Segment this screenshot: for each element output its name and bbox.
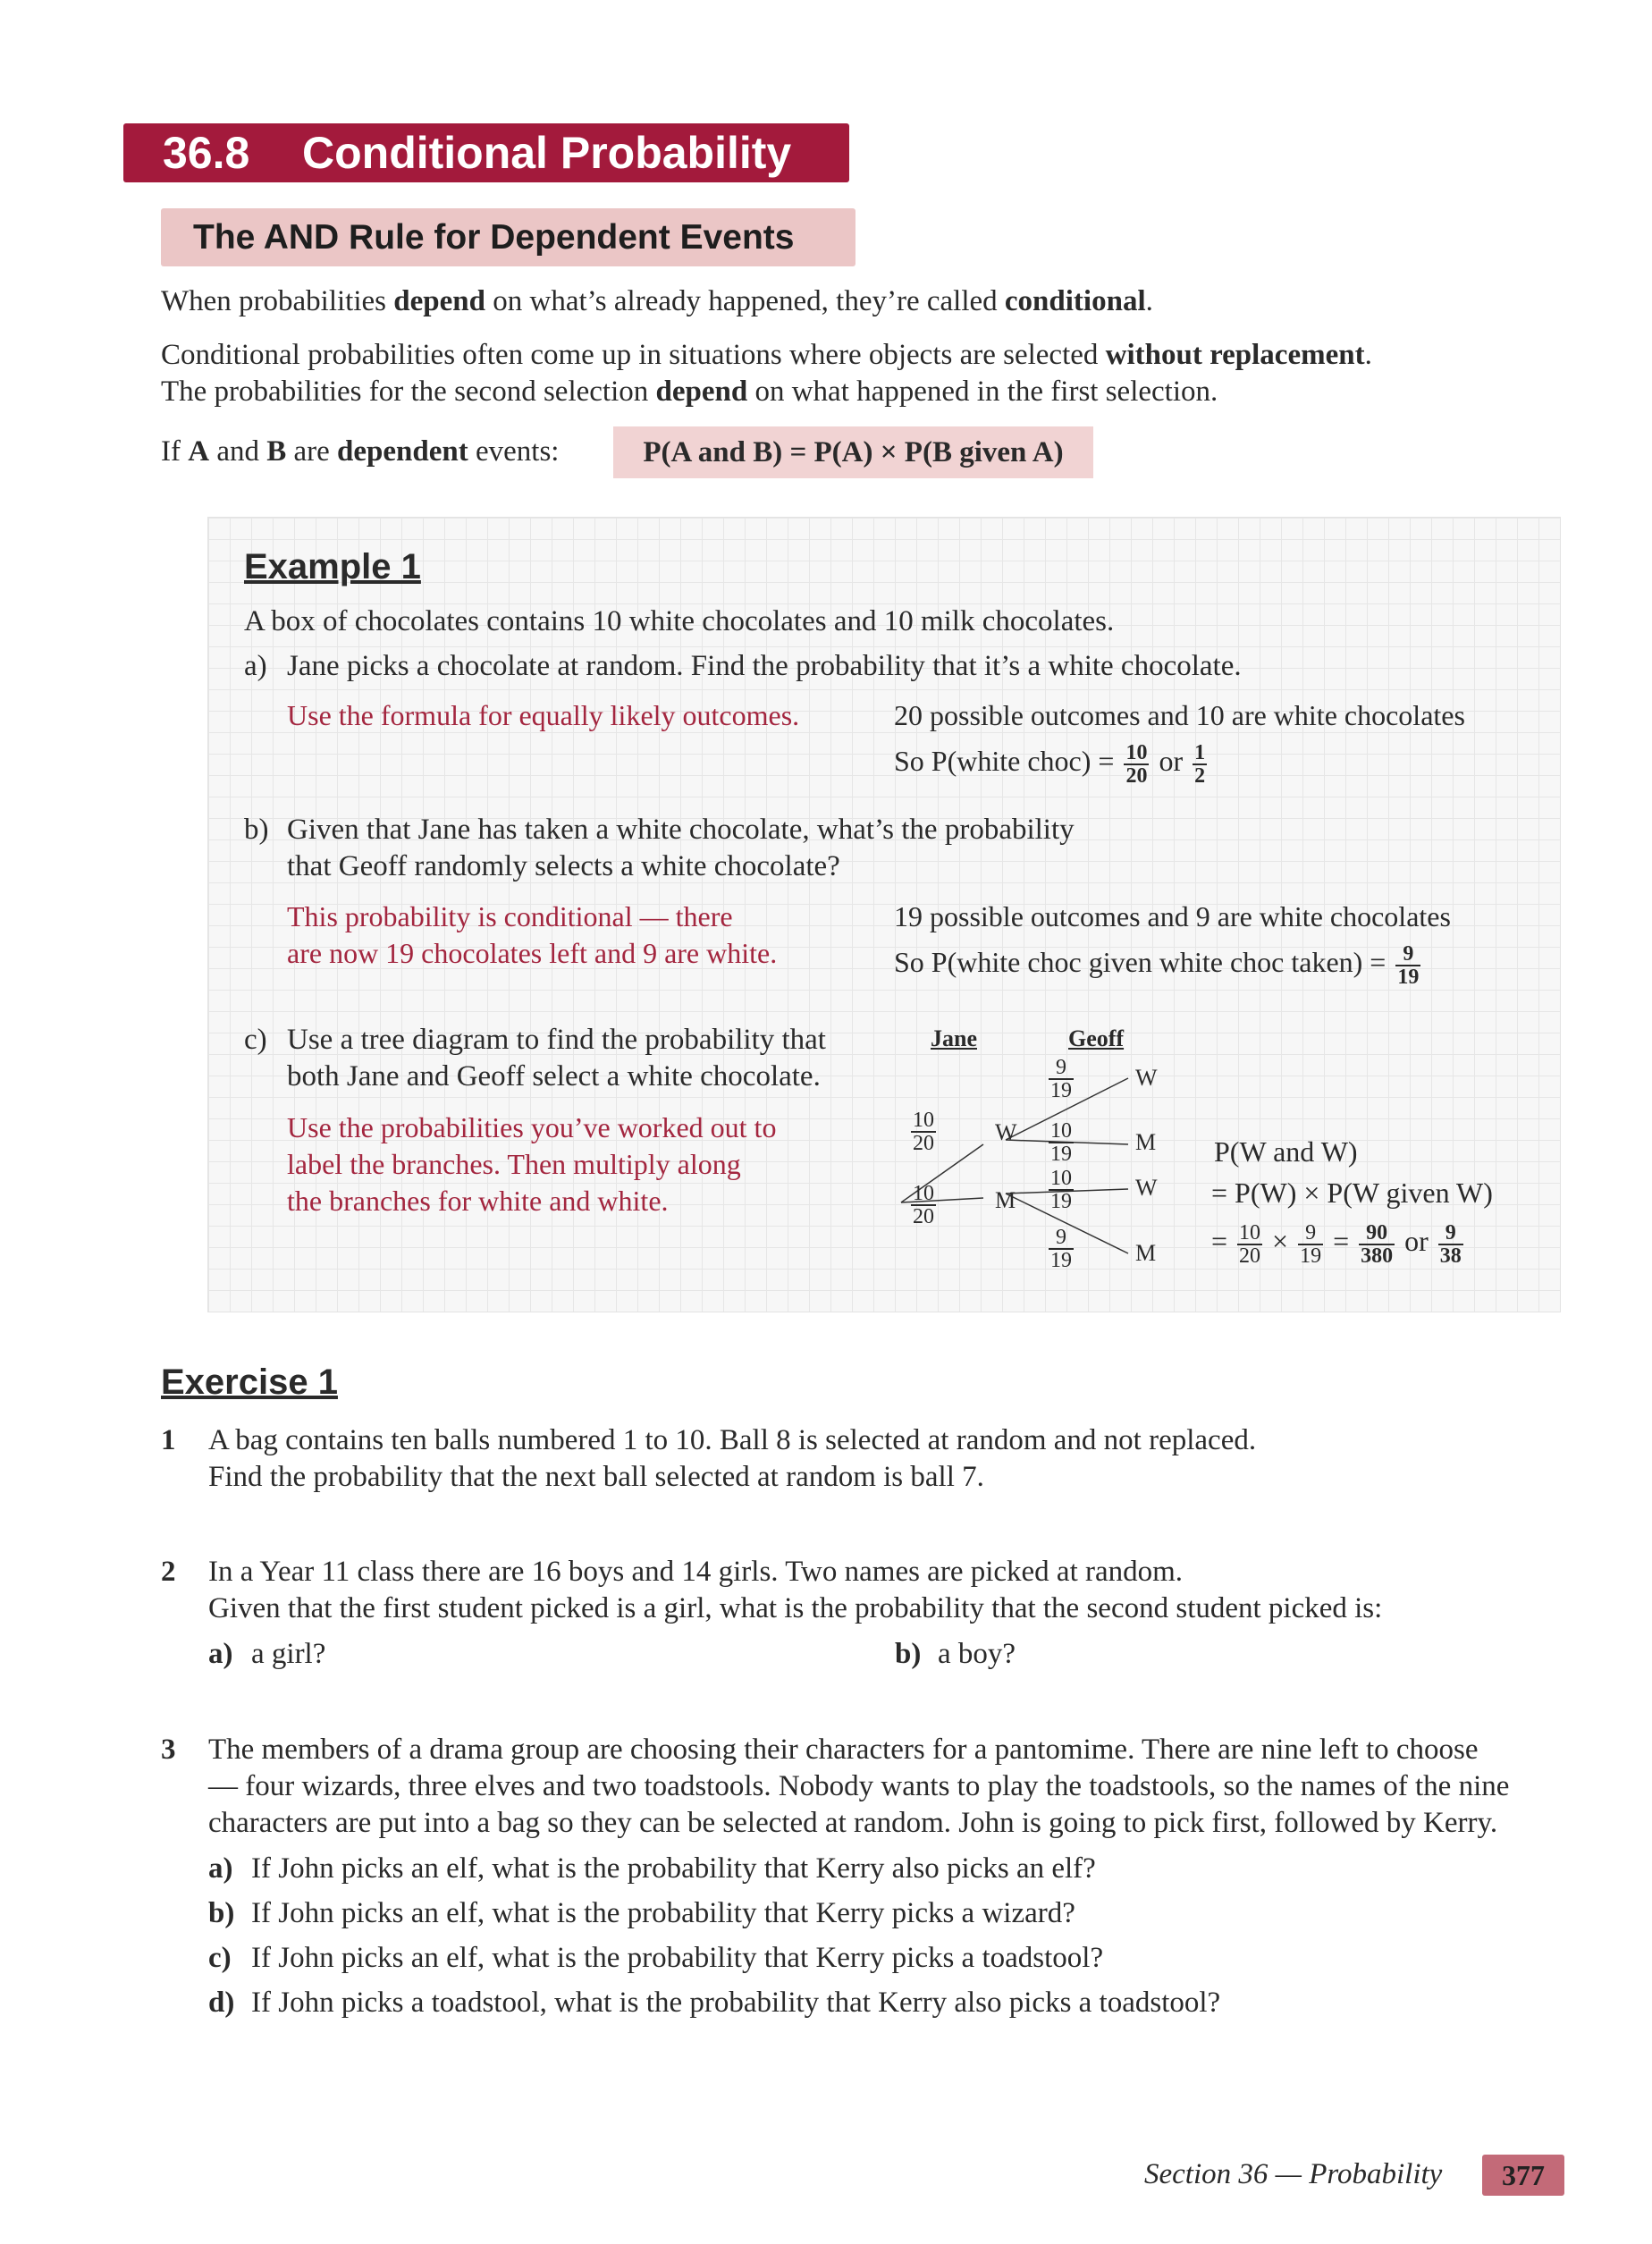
tree-outcome-mm: M [1135, 1240, 1157, 1266]
text: on what happened in the first selection. [747, 375, 1218, 408]
denominator: 19 [1050, 1190, 1072, 1213]
or-text: or [1159, 745, 1184, 777]
part-text: If John picks an elf, what is the probability that Kerry also picks an elf? [251, 1852, 1096, 1885]
q1-number [161, 1422, 176, 1459]
fraction [1049, 1120, 1074, 1165]
q2-number [161, 1554, 176, 1590]
text: If [161, 435, 189, 468]
fraction [1298, 1222, 1323, 1267]
text: . [1364, 339, 1372, 371]
times-sign: × [1272, 1225, 1289, 1257]
q3-part-d [208, 1985, 1220, 2021]
numerator: 9 [1395, 943, 1420, 966]
numerator: 10 [1050, 1167, 1072, 1190]
tree-col-geoff: Geoff [1068, 1025, 1125, 1051]
page-number: 377 [1482, 2155, 1564, 2196]
tree-outcome-mw: W [1135, 1175, 1158, 1201]
part-label: a) [208, 1638, 233, 1670]
fraction [1049, 1168, 1074, 1212]
text: The probabilities for the second selection [161, 375, 656, 408]
work-text: So P(white choc given white choc taken) = [894, 946, 1394, 978]
denominator: 19 [1050, 1143, 1072, 1166]
numerator: 10 [1239, 1220, 1261, 1244]
denominator: 38 [1439, 1244, 1462, 1268]
part-a-hint: Use the formula for equally likely outcomes. [287, 699, 800, 731]
tree-prob-mw [1046, 1168, 1076, 1212]
part-label: c) [208, 1942, 232, 1974]
tree-prob-jane-m [908, 1183, 939, 1227]
fraction [1237, 1222, 1262, 1267]
fraction [1193, 742, 1207, 787]
q3-line-2: — four wizards, three elves and two toadstools. Nobody wants to play the toadstools, so the names of the nine [208, 1770, 1510, 1802]
text: are [286, 435, 338, 468]
section-header [123, 123, 849, 182]
numerator: 10 [913, 1109, 934, 1132]
fraction [911, 1183, 936, 1227]
intro-line-4 [161, 434, 559, 470]
part-text: a girl? [251, 1638, 326, 1670]
intro-line-1 [161, 283, 1153, 320]
bold-text: dependent [337, 435, 468, 468]
numerator: 1 [1194, 740, 1206, 764]
part-c-question-2: both Jane and Geoff select a white chocolate. [287, 1060, 821, 1092]
part-a-work-2 [894, 738, 1210, 787]
question-number: 2 [161, 1556, 176, 1588]
denominator: 20 [1239, 1244, 1261, 1268]
denominator: 380 [1361, 1244, 1394, 1268]
part-b-question-1 [244, 812, 1075, 848]
numerator: 10 [1125, 740, 1148, 764]
tree-prob-mm [1046, 1227, 1076, 1271]
q3-part-a [208, 1851, 1096, 1887]
part-c-work-3 [1211, 1218, 1466, 1267]
part-b-hint-2: are now 19 chocolates left and 9 are white. [287, 937, 778, 969]
part-c-hint-3: the branches for white and white. [287, 1185, 669, 1217]
denominator: 2 [1194, 763, 1206, 788]
question-number: 1 [161, 1424, 176, 1456]
part-text: If John picks an elf, what is the probability that Kerry picks a toadstool? [251, 1942, 1104, 1974]
intro-line-2 [161, 337, 1372, 374]
part-c-question-1 [244, 1022, 826, 1059]
part-c-work-2: = P(W) × P(W given W) [1211, 1177, 1493, 1209]
fraction [1438, 1222, 1463, 1267]
part-text: a boy? [938, 1638, 1016, 1670]
question-text: Use a tree diagram to find the probability that [287, 1024, 826, 1056]
denominator: 19 [1300, 1244, 1322, 1268]
q3-number [161, 1732, 176, 1768]
tree-prob-jane-w [908, 1109, 939, 1154]
tree-outcome-ww: W [1135, 1065, 1158, 1091]
part-label: a) [208, 1852, 233, 1885]
fraction [1395, 943, 1420, 988]
q3-line-1: The members of a drama group are choosing their characters for a pantomime. There are nine left to choose [208, 1734, 1479, 1766]
part-b-work-2 [894, 939, 1423, 988]
q3-line-3: characters are put into a bag so they can be selected at random. John is going to pick first, followed by Kerry. [208, 1807, 1498, 1839]
part-a-work-1: 20 possible outcomes and 10 are white chocolates [894, 699, 1465, 731]
bold-text: depend [655, 375, 748, 408]
section-title: Conditional Probability [302, 128, 792, 178]
part-c-hint-2: label the branches. Then multiply along [287, 1148, 741, 1180]
or-text: or [1404, 1225, 1429, 1257]
denominator: 19 [1397, 965, 1420, 989]
part-label: d) [208, 1987, 235, 2019]
fraction [1124, 742, 1149, 787]
part-a-question [244, 648, 1242, 685]
text: and [209, 435, 267, 468]
numerator: 10 [913, 1182, 934, 1205]
bold-text: without replacement [1105, 339, 1365, 371]
fraction [1049, 1057, 1074, 1101]
q2-line-2: Given that the first student picked is a girl, what is the probability that the second student picked is: [208, 1592, 1383, 1624]
bold-text: conditional [1004, 285, 1146, 317]
numerator: 9 [1049, 1227, 1074, 1250]
denominator: 20 [1125, 763, 1148, 788]
q2-part-a [208, 1636, 325, 1673]
part-label: b) [208, 1897, 235, 1929]
part-b-hint-1: This probability is conditional — there [287, 900, 733, 932]
question-text: Jane picks a chocolate at random. Find the probability that it’s a white chocolate. [287, 650, 1242, 682]
q2-line-1: In a Year 11 class there are 16 boys and 14 girls. Two names are picked at random. [208, 1556, 1184, 1588]
tree-prob-wm [1046, 1120, 1076, 1165]
example-statement: A box of chocolates contains 10 white chocolates and 10 milk chocolates. [244, 605, 1115, 637]
question-number: 3 [161, 1734, 176, 1766]
denominator: 20 [913, 1132, 934, 1155]
exercise-title: Exercise 1 [161, 1362, 338, 1402]
text: . [1145, 285, 1153, 317]
q1-line-1: A bag contains ten balls numbered 1 to 10. Ball 8 is selected at random and not replaced. [208, 1424, 1257, 1456]
denominator: 19 [1050, 1249, 1072, 1272]
fraction [1359, 1222, 1395, 1267]
tree-outcome-jane-w: W [995, 1119, 1017, 1145]
subsection-header: The AND Rule for Dependent Events [161, 208, 856, 266]
numerator: 10 [1050, 1119, 1072, 1143]
q1-line-2: Find the probability that the next ball selected at random is ball 7. [208, 1461, 984, 1493]
part-text: If John picks a toadstool, what is the probability that Kerry also picks a toadstool? [251, 1987, 1221, 2019]
equals-sign: = [1211, 1225, 1228, 1257]
footer-section-text: Section 36 — Probability [1144, 2158, 1443, 2190]
tree-prob-ww [1046, 1057, 1076, 1101]
part-label: a) [244, 650, 267, 682]
part-text: If John picks an elf, what is the probability that Kerry picks a wizard? [251, 1897, 1075, 1929]
part-label: b) [244, 814, 269, 846]
tree-col-jane: Jane [931, 1025, 977, 1051]
equals-sign: = [1333, 1225, 1350, 1257]
part-b-question-2: that Geoff randomly selects a white chocolate? [287, 850, 840, 882]
part-label: b) [895, 1638, 922, 1670]
bold-text: A [188, 435, 210, 468]
fraction [1049, 1227, 1074, 1271]
bold-text: depend [393, 285, 485, 317]
text: on what’s already happened, they’re called [485, 285, 1005, 317]
section-number: 36.8 [163, 128, 250, 178]
part-label: c) [244, 1024, 267, 1056]
denominator: 19 [1050, 1079, 1072, 1102]
numerator: 9 [1438, 1222, 1463, 1245]
part-c-work-1: P(W and W) [1214, 1135, 1358, 1168]
text: When probabilities [161, 285, 394, 317]
formula-box: P(A and B) = P(A) × P(B given A) [613, 426, 1093, 478]
denominator: 20 [913, 1205, 934, 1228]
numerator: 9 [1298, 1222, 1323, 1245]
text: Conditional probabilities often come up in situations where objects are selected [161, 339, 1106, 371]
bold-text: B [266, 435, 287, 468]
tree-outcome-jane-m: M [995, 1187, 1016, 1213]
question-text: Given that Jane has taken a white chocolate, what’s the probability [287, 814, 1075, 846]
q3-part-c [208, 1940, 1103, 1977]
q3-part-b [208, 1895, 1075, 1932]
numerator: 9 [1049, 1057, 1074, 1080]
part-c-hint-1: Use the probabilities you’ve worked out to [287, 1111, 777, 1143]
work-text: So P(white choc) = [894, 745, 1122, 777]
numerator: 90 [1359, 1222, 1395, 1245]
example-title: Example 1 [244, 547, 421, 586]
tree-outcome-wm: M [1135, 1129, 1157, 1155]
text: events: [468, 435, 560, 468]
intro-line-3 [161, 374, 1218, 410]
q2-part-b [895, 1636, 1016, 1673]
part-b-work-1: 19 possible outcomes and 9 are white chocolates [894, 900, 1451, 932]
fraction [911, 1109, 936, 1154]
